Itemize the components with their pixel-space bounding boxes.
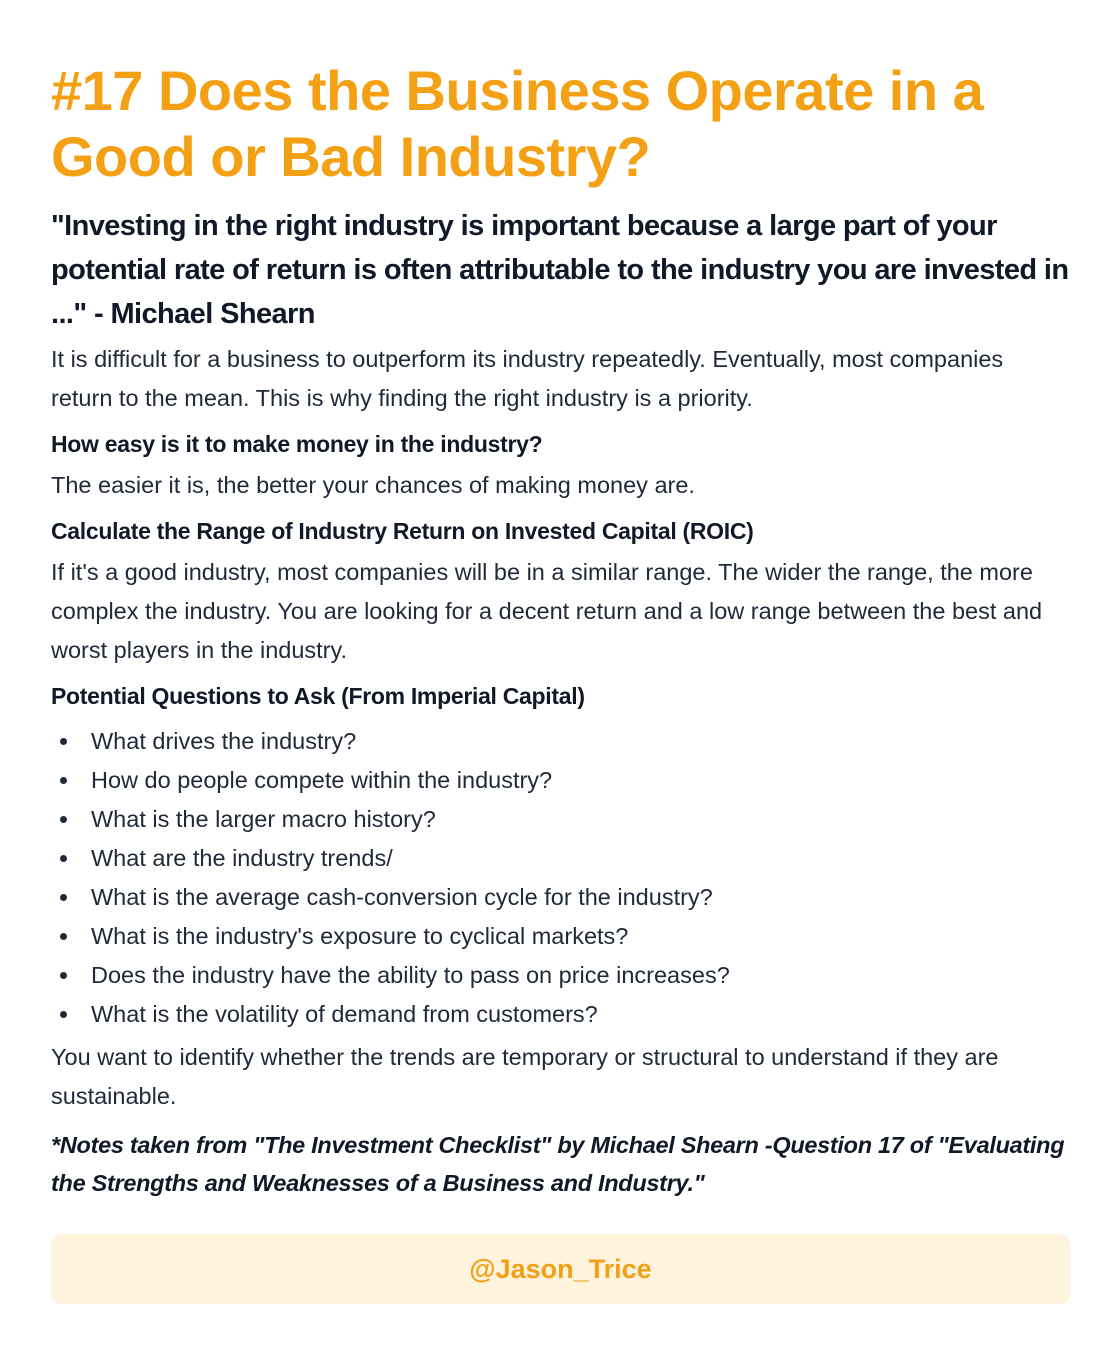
bullet-icon [60,816,67,823]
bullet-icon [60,777,67,784]
list-item [51,800,1071,839]
intro-paragraph: It is difficult for a business to outperform its industry repeatedly. Eventually, most companies return to the mean. This is why finding the right industry is a priority. [51,346,1004,411]
document-body [51,0,1071,1202]
list-item [51,917,1071,956]
list-item [51,839,1071,878]
list-item [51,995,1071,1034]
section-text-money: The easier it is, the better your chances of making money are. [51,472,695,498]
list-item [51,956,1071,995]
author-handle: @Jason_Trice [469,1253,652,1284]
list-item [51,761,1071,800]
footer-banner [51,1234,1070,1304]
list-item [51,878,1071,917]
list-item-text: What is the larger macro history? [91,806,436,832]
list-item-text: What is the average cash-conversion cycle for the industry? [91,884,713,910]
list-item-text: What is the volatility of demand from customers? [91,1001,598,1027]
bullet-icon [60,933,67,940]
bullet-icon [60,1011,67,1018]
section-text-trends: You want to identify whether the trends are temporary or structural to understand if they are sustainable. [51,1044,999,1109]
bullet-icon [60,738,67,745]
page-title: #17 Does the Business Operate in a Good or Bad Industry? [51,59,984,188]
list-item-text: What drives the industry? [91,728,357,754]
section-text-roic: If it's a good industry, most companies will be in a similar range. The wider the range, the more complex the industry. You are looking for a decent return and a low range between the best and worst players in the industry. [51,559,1043,663]
bullet-icon [60,972,67,979]
list-item-text: What are the industry trends/ [91,845,393,871]
bullet-icon [60,855,67,862]
list-item-text: Does the industry have the ability to pass on price increases? [91,962,730,988]
pull-quote: "Investing in the right industry is important because a large part of your potential rate of return is often attributable to the industry you are invested in ..." - Michael Shearn [51,210,1069,330]
list-item-text: How do people compete within the industry? [91,767,553,793]
source-note: *Notes taken from "The Investment Checklist" by Michael Shearn -Question 17 of "Evaluating the Strengths and Weaknesses of a Business and Industry." [51,1132,1065,1196]
list-item-text: What is the industry's exposure to cyclical markets? [91,923,629,949]
section-heading-money: How easy is it to make money in the industry? [51,431,543,457]
questions-list [51,722,1071,1034]
section-heading-questions: Potential Questions to Ask (From Imperial Capital) [51,683,585,709]
section-heading-roic: Calculate the Range of Industry Return on Invested Capital (ROIC) [51,518,754,544]
bullet-icon [60,894,67,901]
list-item [51,722,1071,761]
